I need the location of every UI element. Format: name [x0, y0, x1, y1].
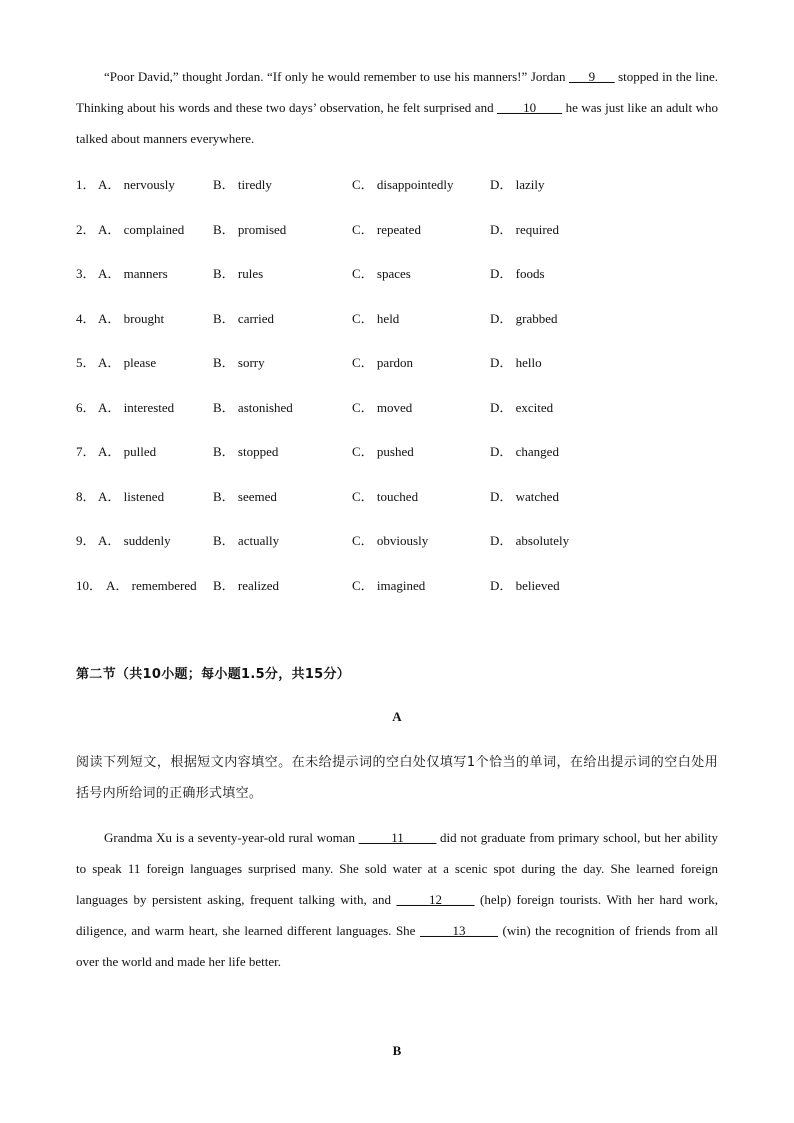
- option-row: [76, 575, 718, 595]
- option-a: A． nervously: [98, 177, 175, 192]
- option-d: D． excited: [490, 399, 554, 415]
- question-number: 6．: [76, 399, 96, 415]
- question-number: 5．: [76, 355, 96, 370]
- option-b: B． stopped: [213, 444, 279, 459]
- option-b: B． astonished: [213, 399, 293, 415]
- passage-a-paragraph: [76, 822, 718, 977]
- option-d: D． hello: [490, 355, 542, 370]
- option-a: A． suddenly: [98, 533, 171, 548]
- option-b: B． rules: [213, 266, 264, 281]
- option-b: B． tiredly: [213, 177, 272, 192]
- question-number: 1．: [76, 177, 96, 192]
- option-row: [76, 263, 718, 283]
- blank-9: ___9___: [569, 69, 615, 84]
- option-d: D． foods: [490, 266, 545, 281]
- option-row: [76, 219, 718, 239]
- passage-text: “Poor David,” thought Jordan. “If only he would remember to use his manners!” Jordan: [104, 69, 570, 84]
- blank-13: _____13_____: [419, 923, 498, 938]
- option-d: D． lazily: [490, 177, 545, 192]
- passage-text: Grandma Xu is a seventy-year-old rural woman: [104, 830, 359, 845]
- option-row: [76, 486, 718, 506]
- option-d: D． changed: [490, 444, 559, 459]
- question-number: 4．: [76, 310, 96, 326]
- option-c: C． disappointedly: [352, 177, 454, 192]
- blank-12: _____12_____: [396, 892, 475, 907]
- passage-text: stopped in the line. Thinking about his words and these two days’ observation, he felt surprised and: [76, 69, 718, 115]
- option-a: A． interested: [98, 399, 175, 415]
- question-number: 9．: [76, 533, 96, 548]
- option-row: [76, 352, 718, 372]
- option-a: A． listened: [98, 488, 165, 504]
- option-a: A． complained: [98, 221, 185, 237]
- passage-ending-paragraph: [76, 61, 718, 154]
- question-number: 8．: [76, 488, 96, 504]
- option-row: [76, 397, 718, 417]
- option-a: A． brought: [98, 310, 165, 326]
- passage-text: did not graduate from primary school, but her ability to speak 11 foreign languages surprised many. She sold water at a scenic spot during the day. She learned foreign languages by persistent asking, frequent talking with, and: [76, 830, 718, 907]
- blank-11: _____11_____: [358, 830, 437, 845]
- passage-heading-a: A: [392, 709, 402, 724]
- option-row: [76, 308, 718, 328]
- option-b: B． promised: [213, 221, 287, 237]
- option-d: D． required: [490, 221, 559, 237]
- option-b: B． sorry: [213, 355, 265, 370]
- instruction-text: 阅读下列短文，根据短文内容填空。在未给提示词的空白处仅填写1个恰当的单词，在给出提示词的空白处用括号内所给词的正确形式填空。: [76, 755, 718, 801]
- option-c: C． obviously: [352, 533, 429, 548]
- passage-text: he was just like an adult who talked about manners everywhere.: [76, 100, 719, 146]
- option-row: [76, 441, 718, 461]
- blank-10: ____10____: [497, 100, 563, 115]
- option-b: B． realized: [213, 577, 280, 593]
- option-c: C． imagined: [352, 577, 426, 593]
- option-c: C． touched: [352, 488, 419, 504]
- option-row: [76, 530, 718, 550]
- option-d: D． watched: [490, 488, 559, 504]
- option-a: A． pulled: [98, 444, 157, 459]
- option-c: C． held: [352, 310, 400, 326]
- option-a: A． please: [98, 355, 157, 370]
- passage-heading-b: B: [392, 1043, 402, 1058]
- question-number: 7．: [76, 444, 96, 459]
- option-c: C． pushed: [352, 444, 414, 459]
- passage-text: (help) foreign tourists. With her hard work, diligence, and warm heart, she learned different languages. She: [76, 892, 718, 938]
- option-a: A． remembered: [106, 577, 197, 593]
- option-d: D． grabbed: [490, 310, 558, 326]
- option-d: D． believed: [490, 577, 560, 593]
- section-title: 第二节（共10小题；每小题1.5分，共15分）: [76, 667, 351, 682]
- option-c: C． spaces: [352, 266, 411, 281]
- option-c: C． repeated: [352, 221, 421, 237]
- option-row: [76, 174, 718, 194]
- option-c: C． moved: [352, 399, 413, 415]
- passage-text: (win) the recognition of friends from all over the world and made her life better.: [76, 923, 719, 969]
- option-a: A． manners: [98, 266, 168, 281]
- option-b: B． seemed: [213, 488, 277, 504]
- option-d: D． absolutely: [490, 533, 570, 548]
- question-number: 3．: [76, 266, 96, 281]
- question-number: 10．: [76, 577, 103, 593]
- option-c: C． pardon: [352, 355, 414, 370]
- option-b: B． carried: [213, 310, 275, 326]
- option-b: B． actually: [213, 533, 280, 548]
- question-number: 2．: [76, 221, 96, 237]
